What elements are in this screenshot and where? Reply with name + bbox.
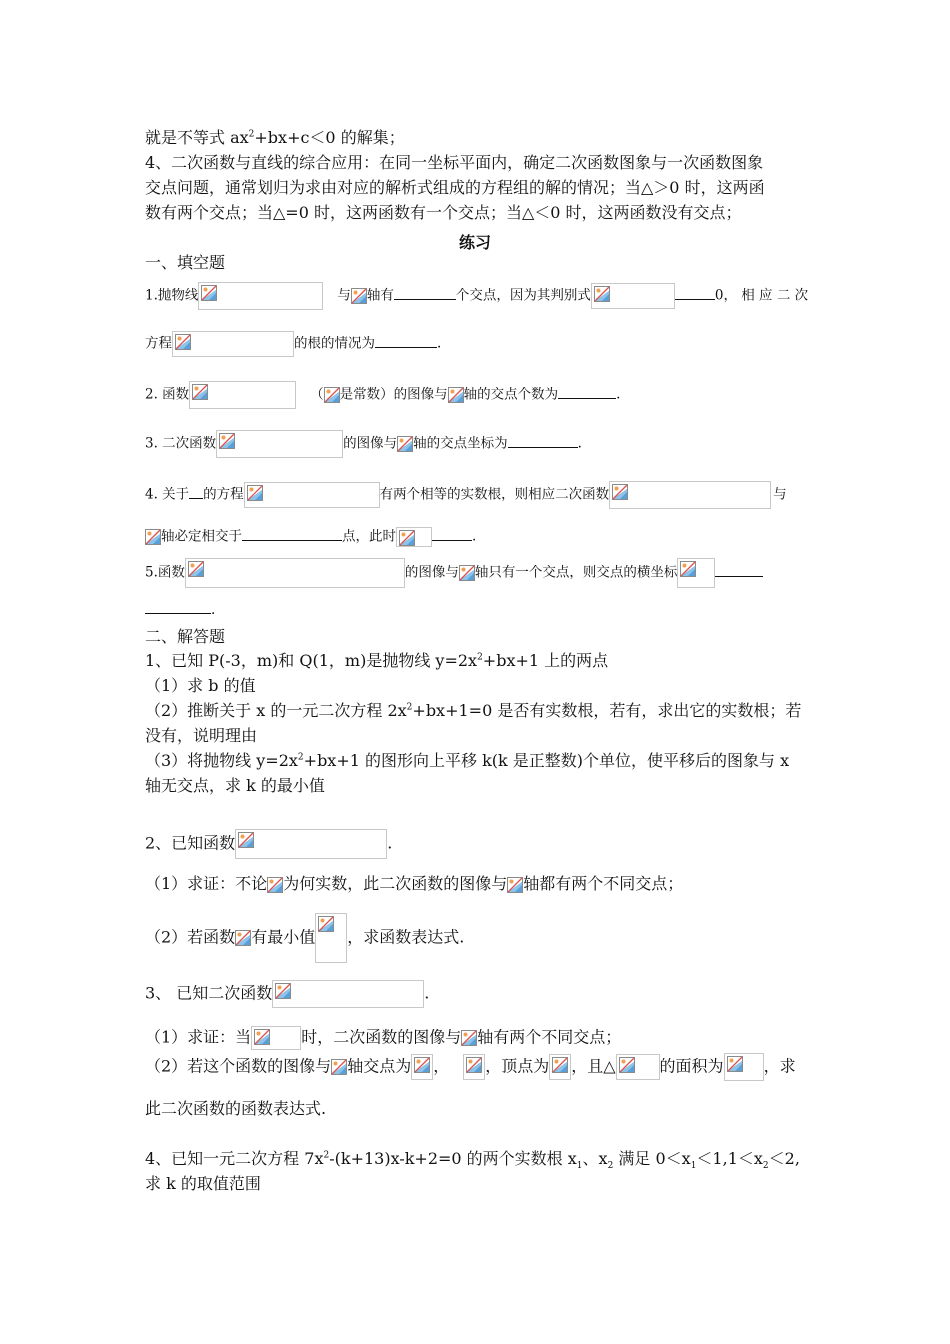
q4-line-1: 4. 关于 的方程 有两个相等的实数根，则相应二次函数 与 bbox=[145, 481, 787, 509]
intro-line-3: 交点问题，通常划归为求由对应的解析式组成的方程组的解的情况；当△＞0 时，这两函 bbox=[145, 178, 765, 197]
broken-image-icon bbox=[254, 1029, 270, 1045]
answer-blank bbox=[145, 612, 211, 614]
broken-image-icon bbox=[507, 877, 523, 893]
p3-line-1: 3、 已知二次函数 . bbox=[145, 980, 429, 1008]
broken-image-icon bbox=[552, 1057, 568, 1073]
q5-line-1: 5.函数 的图像与 轴只有一个交点，则交点的横坐标 bbox=[145, 558, 763, 588]
formula-image-box bbox=[591, 283, 675, 309]
formula-image-box bbox=[609, 481, 771, 509]
p4-line-2: 求 k 的取值范围 bbox=[145, 1174, 261, 1193]
formula-image-box bbox=[396, 527, 432, 547]
formula-image-box bbox=[463, 1054, 485, 1080]
broken-image-icon bbox=[448, 387, 464, 403]
q3-line: 3. 二次函数 的图像与 轴的交点坐标为 . bbox=[145, 430, 582, 458]
intro-line-2: 4、二次函数与直线的综合应用：在同一坐标平面内，确定二次函数图象与一次函数图象 bbox=[145, 153, 764, 172]
answer-blank bbox=[394, 298, 456, 300]
broken-image-icon bbox=[727, 1056, 743, 1072]
p4-line-1: 4、已知一元二次方程 $7x^2-(k+13)x-k+2=0$ 的两个实数根 $x_1$、$x_2$ 满足 $0<x_1<1,1<x_2<2$, bbox=[145, 1149, 800, 1172]
p2-line-2: （1）求证：不论 为何实数，此二次函数的图像与 轴都有两个不同交点； bbox=[145, 874, 684, 893]
p2-line-1: 2、已知函数 . bbox=[145, 829, 392, 859]
formula-image-box bbox=[185, 558, 405, 588]
answer-blank bbox=[432, 539, 472, 541]
broken-image-icon bbox=[414, 1057, 430, 1073]
formula-image-box bbox=[677, 558, 715, 588]
answer-blank bbox=[375, 346, 437, 348]
p1-line-2: （1）求 b 的值 bbox=[145, 676, 256, 695]
broken-image-icon bbox=[594, 286, 610, 302]
section2-heading: 二、解答题 bbox=[145, 627, 226, 646]
formula-image-box bbox=[172, 331, 294, 357]
broken-image-icon bbox=[192, 384, 208, 400]
q1-line-1: 1.抛物线 与 轴有 个交点，因为其判别式 0， 相 应 二 次 bbox=[145, 282, 808, 310]
formula-image-box bbox=[251, 1026, 301, 1050]
broken-image-icon bbox=[238, 832, 254, 848]
formula-image-box bbox=[244, 482, 380, 508]
broken-image-icon bbox=[145, 529, 161, 545]
p1-line-6: 轴无交点，求 k 的最小值 bbox=[145, 776, 325, 795]
broken-image-icon bbox=[235, 930, 251, 946]
answer-blank bbox=[558, 397, 616, 399]
broken-image-icon bbox=[318, 916, 334, 932]
answer-blank bbox=[242, 539, 342, 541]
broken-image-icon bbox=[461, 1030, 477, 1046]
p1-line-1: 1、已知 P(-3，m)和 Q(1，m)是抛物线 $y=2x^2+bx+1$ 上的两点 bbox=[145, 651, 609, 670]
broken-image-icon bbox=[324, 387, 340, 403]
intro-line-1: 就是不等式 $ax^2+bx+c<0$ 的解集； bbox=[145, 128, 405, 147]
broken-image-icon bbox=[466, 1057, 482, 1073]
p1-line-5: （3）将抛物线 $y=2x^2+bx+1$ 的图形向上平移 k(k 是正整数)个单位，使平移后的图象与 x bbox=[145, 751, 790, 770]
q1-line-2: 方程 的根的情况为 . bbox=[145, 331, 441, 357]
broken-image-icon bbox=[399, 530, 415, 546]
broken-image-icon bbox=[175, 334, 191, 350]
p3-line-2: （1）求证：当 时，二次函数的图像与 轴有两个不同交点； bbox=[145, 1026, 621, 1050]
p2-line-3: （2）若函数 有最小值 ，求函数表达式. bbox=[145, 913, 464, 963]
broken-image-icon bbox=[351, 288, 367, 304]
broken-image-icon bbox=[612, 484, 628, 500]
formula-image-box bbox=[189, 381, 296, 409]
broken-image-icon bbox=[267, 877, 283, 893]
formula-image-box bbox=[315, 913, 347, 963]
formula-image-box bbox=[724, 1053, 764, 1081]
q5-line-2: . bbox=[145, 604, 215, 618]
answer-blank bbox=[508, 446, 578, 448]
broken-image-icon bbox=[201, 285, 217, 301]
formula-image-box bbox=[272, 980, 424, 1008]
formula-image-box bbox=[616, 1054, 660, 1080]
variable-placeholder bbox=[189, 490, 203, 499]
broken-image-icon bbox=[219, 433, 235, 449]
p1-line-3: （2）推断关于 x 的一元二次方程 $2x^2+bx+1=0$ 是否有实数根，若有，求出它的实数根；若 bbox=[145, 701, 802, 720]
answer-blank bbox=[715, 575, 763, 577]
broken-image-icon bbox=[459, 565, 475, 581]
p1-line-4: 没有，说明理由 bbox=[145, 726, 258, 745]
practice-title: 练习 bbox=[458, 233, 491, 252]
formula-image-box bbox=[235, 829, 387, 859]
broken-image-icon bbox=[680, 561, 696, 577]
intro-line-4: 数有两个交点；当△=0 时，这两函数有一个交点；当△＜0 时，这两函数没有交点； bbox=[145, 203, 742, 222]
formula-image-box bbox=[549, 1054, 571, 1080]
formula-image-box bbox=[216, 430, 343, 458]
q2-line: 2. 函数 （ 是常数）的图像与 轴的交点个数为 . bbox=[145, 381, 620, 409]
q4-line-2: 轴必定相交于 点，此时 . bbox=[145, 527, 476, 547]
broken-image-icon bbox=[275, 983, 291, 999]
formula-image-box bbox=[411, 1054, 433, 1080]
broken-image-icon bbox=[247, 485, 263, 501]
p3-line-4: 此二次函数的函数表达式. bbox=[145, 1099, 327, 1118]
broken-image-icon bbox=[188, 561, 204, 577]
section1-heading: 一、填空题 bbox=[145, 253, 226, 272]
p3-line-3: （2）若这个函数的图像与 轴交点为 ， ，顶点为 ，且△ 的面积为 ，求 bbox=[145, 1053, 796, 1081]
formula-image-box bbox=[198, 282, 323, 310]
broken-image-icon bbox=[397, 436, 413, 452]
answer-blank bbox=[675, 298, 715, 300]
broken-image-icon bbox=[331, 1059, 347, 1075]
broken-image-icon bbox=[619, 1057, 635, 1073]
